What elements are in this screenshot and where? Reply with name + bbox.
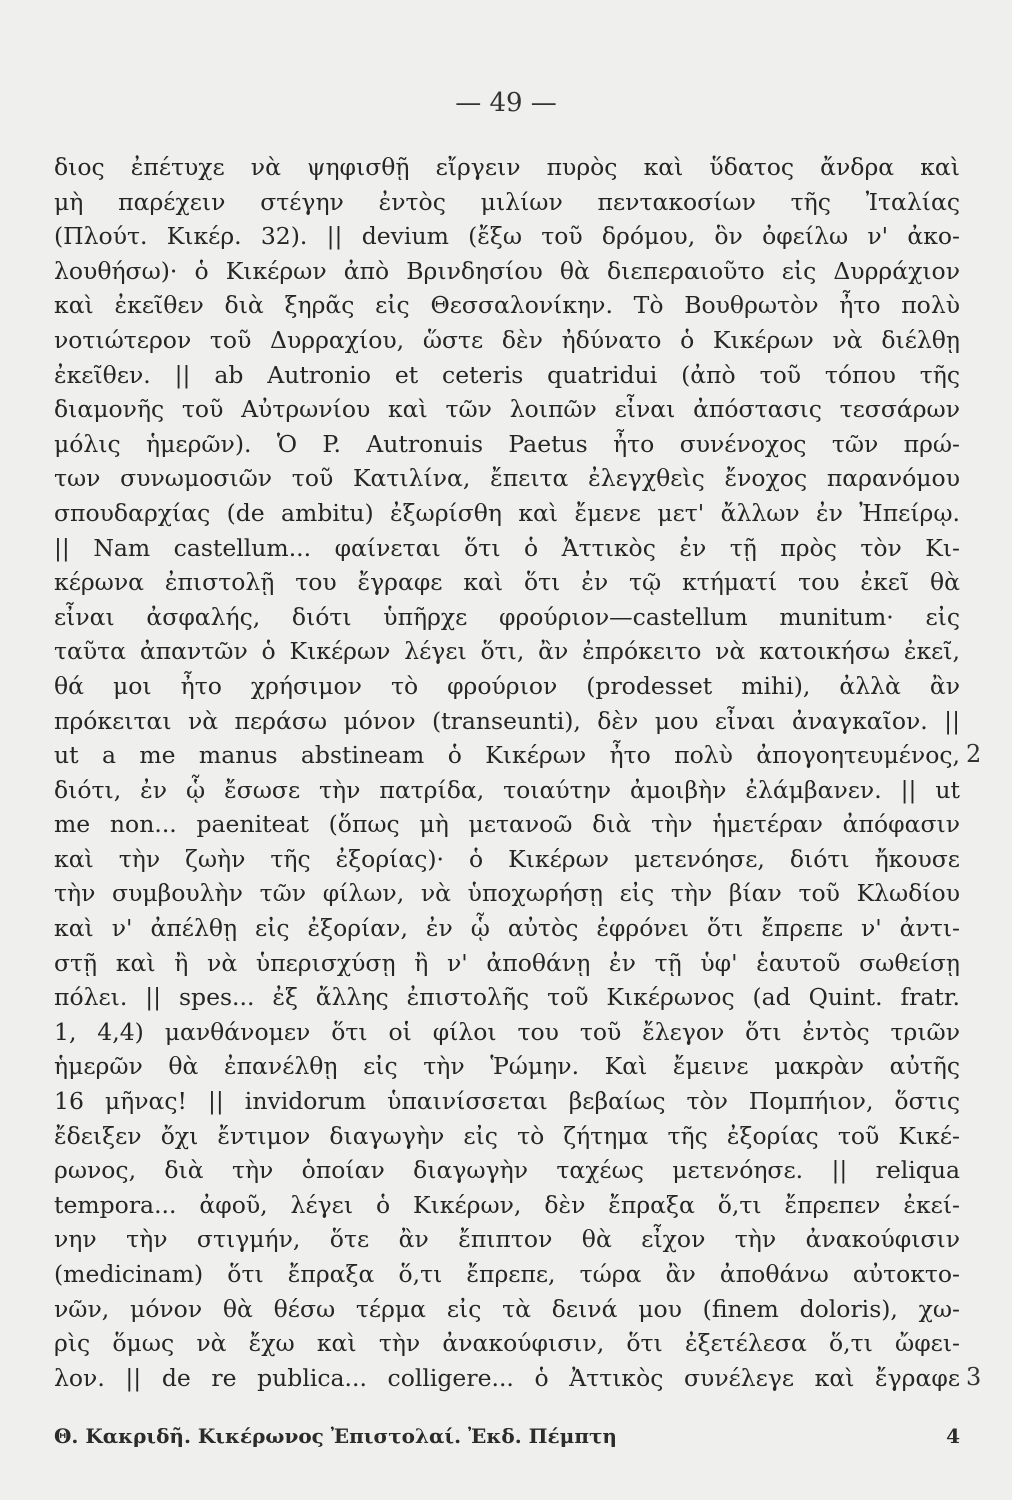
- text-line: καὶ ν' ἀπέλθῃ εἰς ἐξορίαν, ἐν ᾧ αὐτὸς ἐφρόνει ὅτι ἔπρεπε ν' ἀντι-: [54, 914, 960, 943]
- text-line: διότι, ἐν ᾧ ἔσωσε τὴν πατρίδα, τοιαύτην ἀμοιβὴν ἐλάμβανεν. || ut: [54, 775, 960, 804]
- text-line: καὶ ἐκεῖθεν διὰ ξηρᾶς εἰς Θεσσαλονίκην. Τὸ Βουθρωτὸν ἦτο πολὺ: [54, 291, 960, 320]
- text-line: νῶν, μόνον θὰ θέσω τέρμα εἰς τὰ δεινά μου (finem doloris), χω-: [54, 1294, 960, 1323]
- text-line: καὶ τὴν ζωὴν τῆς ἐξορίας)· ὁ Κικέρων μετενόησε, διότι ἤκουσε: [54, 844, 960, 873]
- text-line: των συνωμοσιῶν τοῦ Κατιλίνα, ἔπειτα ἐλεγχθεὶς ἔνοχος παρανόμου: [54, 464, 960, 493]
- text-line: me non... paeniteat (ὅπως μὴ μετανοῶ διὰ τὴν ἡμετέραν ἀπόφασιν: [54, 810, 960, 839]
- text-line: 1, 4,4) μανθάνομεν ὅτι οἱ φίλοι του τοῦ ἔλεγον ὅτι ἐντὸς τριῶν: [54, 1017, 960, 1046]
- text-line: μὴ παρέχειν στέγην ἐντὸς μιλίων πεντακοσίων τῆς Ἰταλίας: [54, 187, 960, 216]
- footer-title: Θ. Κακριδῆ. Κικέρωνος Ἐπιστολαί. Ἐκδ. Πέμπτη: [54, 1424, 617, 1448]
- text-line: διαμονῆς τοῦ Αὐτρωνίου καὶ τῶν λοιπῶν εἶναι ἀπόστασις τεσσάρων: [54, 395, 960, 424]
- text-line: (medicinam) ὅτι ἔπραξα ὅ,τι ἔπρεπε, τώρα ἂν ἀποθάνω αὐτοκτο-: [54, 1260, 960, 1288]
- marginal-number: 2: [966, 740, 982, 769]
- text-line: διος ἐπέτυχε νὰ ψηφισθῇ εἴργειν πυρὸς καὶ ὕδατος ἄνδρα καὶ: [54, 153, 960, 181]
- text-line: τὴν συμβουλὴν τῶν φίλων, νὰ ὑποχωρήσῃ εἰς τὴν βίαν τοῦ Κλωδίου: [54, 879, 960, 908]
- text-line: ρωνος, διὰ τὴν ὁποίαν διαγωγὴν ταχέως μετενόησε. || reliqua: [54, 1156, 960, 1185]
- text-line: 16 μῆνας! || invidorum ὑπαινίσσεται βεβαίως τὸν Πομπήιον, ὅστις: [54, 1087, 960, 1116]
- text-line: || Nam castellum... φαίνεται ὅτι ὁ Ἀττικὸς ἐν τῇ πρὸς τὸν Κι-: [54, 533, 960, 562]
- text-line: νην τὴν στιγμήν, ὅτε ἂν ἔπιπτον θὰ εἶχον τὴν ἀνακούφισιν: [54, 1225, 960, 1254]
- text-line: ἔδειξεν ὄχι ἔντιμον διαγωγὴν εἰς τὸ ζήτημα τῆς ἐξορίας τοῦ Κικέ-: [54, 1121, 960, 1150]
- text-line: στῇ καὶ ἢ νὰ ὑπερισχύσῃ ἢ ν' ἀποθάνῃ ἐν τῇ ὑφ' ἑαυτοῦ σωθείσῃ: [54, 948, 960, 977]
- text-line: λον. || de re publica... colligere... ὁ Ἀττικὸς συνέλεγε καὶ ἔγραφε: [54, 1363, 960, 1392]
- footer-sheet-number: 4: [946, 1424, 960, 1448]
- text-line: κέρωνα ἐπιστολῇ του ἔγραφε καὶ ὅτι ἐν τῷ κτήματί του ἐκεῖ θὰ: [54, 568, 960, 597]
- text-line: σπουδαρχίας (de ambitu) ἐξωρίσθη καὶ ἔμενε μετ' ἄλλων ἐν Ἠπείρῳ.: [54, 498, 960, 527]
- text-line: ἐκεῖθεν. || ab Autronio et ceteris quatridui (ἀπὸ τοῦ τόπου τῆς: [54, 360, 960, 389]
- text-line: ἡμερῶν θὰ ἐπανέλθῃ εἰς τὴν Ῥώμην. Καὶ ἔμεινε μακρὰν αὐτῆς: [54, 1052, 960, 1081]
- text-line: μόλις ἡμερῶν). Ὁ P. Autronuis Paetus ἦτο συνένοχος τῶν πρώ-: [54, 429, 960, 458]
- text-line: εἶναι ἀσφαλής, διότι ὑπῆρχε φρούριον—castellum munitum· εἰς: [54, 602, 960, 631]
- text-line: πρόκειται νὰ περάσω μόνον (transeunti), δὲν μου εἶναι ἀναγκαῖον. ||: [54, 706, 960, 735]
- text-line: (Πλούτ. Κικέρ. 32). || devium (ἔξω τοῦ δρόμου, ὃν ὀφείλω ν' ἀκο-: [54, 222, 960, 251]
- text-line: ταῦτα ἀπαντῶν ὁ Κικέρων λέγει ὅτι, ἂν ἐπρόκειτο νὰ κατοικήσω ἐκεῖ,: [54, 637, 960, 666]
- text-line: πόλει. || spes... ἐξ ἄλλης ἐπιστολῆς τοῦ Κικέρωνος (ad Quint. fratr.: [54, 983, 960, 1012]
- text-line: ρὶς ὅμως νὰ ἔχω καὶ τὴν ἀνακούφισιν, ὅτι ἐξετέλεσα ὅ,τι ὤφει-: [54, 1329, 960, 1358]
- marginal-number: 3: [966, 1363, 982, 1391]
- text-line: νοτιώτερον τοῦ Δυρραχίου, ὥστε δὲν ἠδύνατο ὁ Κικέρων νὰ διέλθῃ: [54, 325, 960, 354]
- footer: [54, 1424, 960, 1448]
- text-line: θά μοι ἦτο χρήσιμον τὸ φρούριον (prodesset mihi), ἀλλὰ ἂν: [54, 671, 960, 700]
- text-line: tempora... ἀφοῦ, λέγει ὁ Κικέρων, δὲν ἔπραξα ὅ,τι ἔπρεπεν ἐκεί-: [54, 1190, 960, 1219]
- page-number: — 49 —: [455, 88, 557, 118]
- text-line: λουθήσω)· ὁ Κικέρων ἀπὸ Βρινδησίου θὰ διεπεραιοῦτο εἰς Δυρράχιον: [54, 256, 960, 285]
- text-line: ut a me manus abstineam ὁ Κικέρων ἦτο πολὺ ἀπογοητευμένος,: [54, 741, 960, 770]
- body-text: [54, 150, 960, 1395]
